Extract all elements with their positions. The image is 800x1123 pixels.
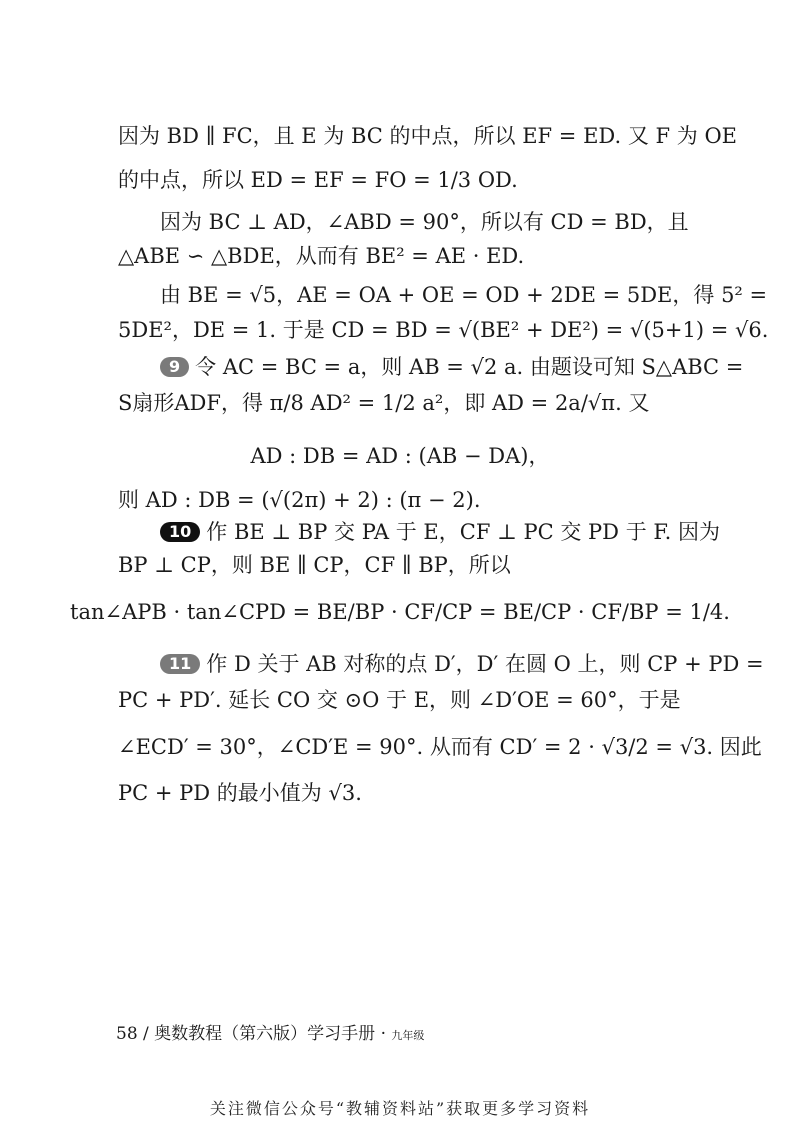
problem-number-badge: 10 bbox=[160, 522, 200, 542]
problem-9-line bbox=[160, 347, 744, 387]
text-line: BP ⊥ CP，则 BE ∥ CP，CF ∥ BP，所以 bbox=[118, 553, 511, 577]
text-line: 由 BE = √5，AE = OA + OE = OD + 2DE = 5DE，得 5² = bbox=[160, 283, 768, 307]
watermark-notice: 关注微信公众号“教辅资料站”获取更多学习资料 bbox=[209, 1099, 591, 1118]
text-line: 的中点，所以 ED = EF = FO = 1/3 OD. bbox=[118, 168, 518, 192]
text-line: S扇形ADF，得 π/8 AD² = 1/2 a²，即 AD = 2a/√π. 又 bbox=[118, 391, 650, 415]
text-line: 5DE²，DE = 1. 于是 CD = BD = √(BE² + DE²) = √(5+1) = √6. bbox=[118, 318, 769, 342]
problem-11-line bbox=[160, 644, 764, 684]
page-number: 58 / 奥数教程（第六版）学习手册 · bbox=[116, 1024, 386, 1044]
text-line: △ABE ∽ △BDE，从而有 BE² = AE · ED. bbox=[118, 244, 525, 268]
text-line: 则 AD : DB = (√(2π) + 2) : (π − 2). bbox=[118, 488, 481, 512]
text-line: 令 AC = BC = a，则 AB = √2 a. 由题设可知 S△ABC = bbox=[195, 355, 744, 379]
text-line: PC + PD 的最小值为 √3. bbox=[118, 781, 362, 805]
page-footer bbox=[116, 1022, 424, 1048]
text-line: 作 BE ⊥ BP 交 PA 于 E，CF ⊥ PC 交 PD 于 F. 因为 bbox=[206, 520, 721, 544]
equation-line: tan∠APB · tan∠CPD = BE/BP · CF/CP = BE/CP · CF/BP = 1/4. bbox=[70, 600, 730, 624]
text-line: PC + PD′. 延长 CO 交 ⊙O 于 E，则 ∠D′OE = 60°，于是 bbox=[118, 688, 681, 712]
problem-number-badge: 9 bbox=[160, 357, 189, 377]
equation-line: AD : DB = AD : (AB − DA)， bbox=[250, 444, 550, 468]
text-line: 因为 BC ⊥ AD，∠ABD = 90°，所以有 CD = BD，且 bbox=[160, 210, 689, 234]
text-line: 因为 BD ∥ FC，且 E 为 BC 的中点，所以 EF = ED. 又 F 为 OE bbox=[118, 124, 737, 148]
text-line: 作 D 关于 AB 对称的点 D′，D′ 在圆 O 上，则 CP + PD = bbox=[206, 652, 764, 676]
grade-label: 九年级 bbox=[391, 1029, 425, 1042]
text-line: ∠ECD′ = 30°，∠CD′E = 90°. 从而有 CD′ = 2 · √3/2 = √3. 因此 bbox=[118, 735, 762, 759]
problem-number-badge: 11 bbox=[160, 654, 200, 674]
